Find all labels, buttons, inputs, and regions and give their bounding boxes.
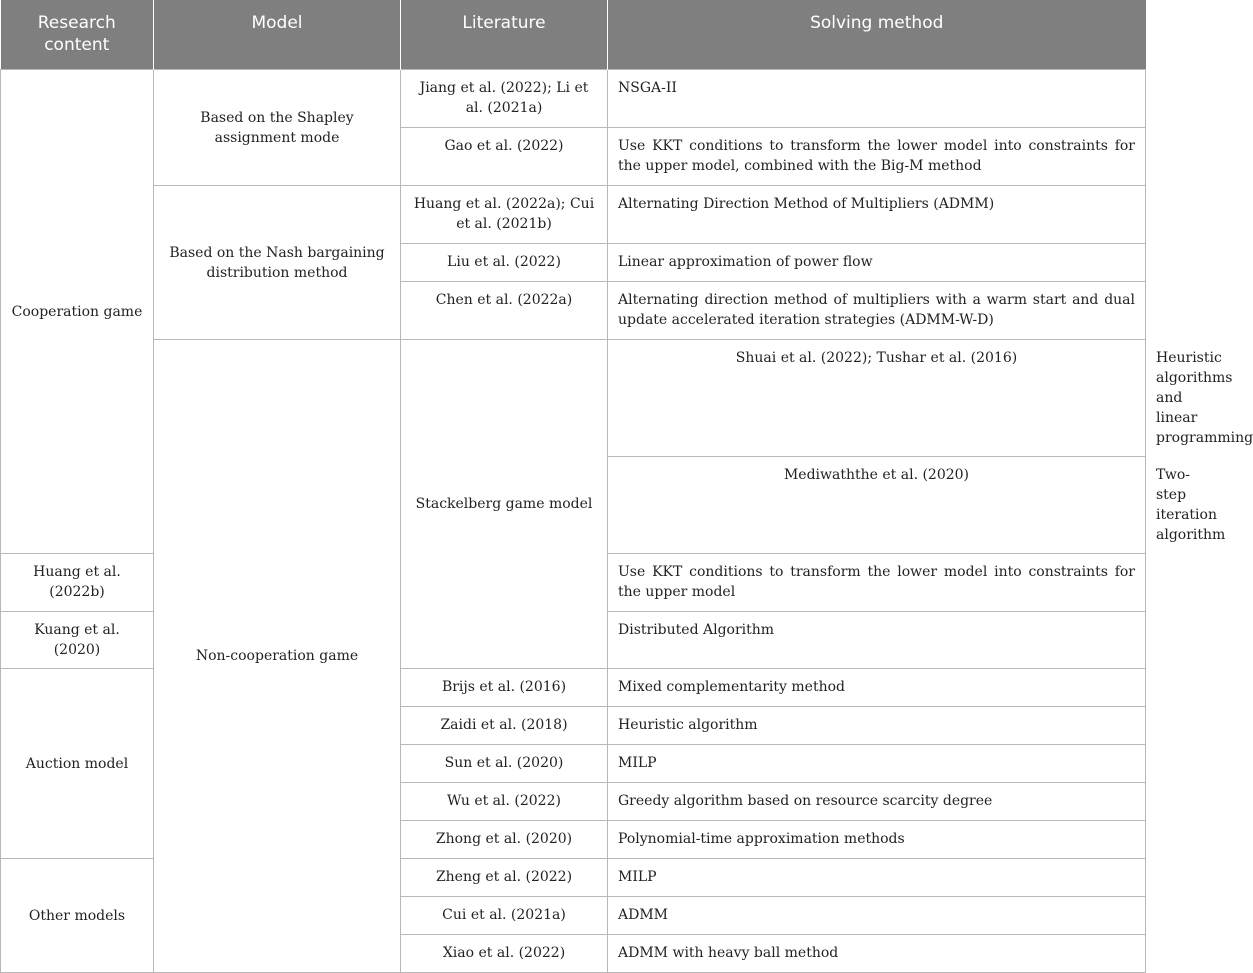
header-literature: Literature [401, 0, 608, 70]
method-cell: Linear approximation of power flow [608, 244, 1146, 282]
method-cell: Polynomial-time approximation methods [608, 821, 1146, 859]
header-research-content: Research content [1, 0, 154, 70]
literature-cell: Xiao et al. (2022) [401, 935, 608, 973]
model-cell: Based on the Shapley assignment mode [154, 70, 401, 186]
literature-cell: Zhong et al. (2020) [401, 821, 608, 859]
model-cell: Stackelberg game model [401, 340, 608, 669]
method-cell: ADMM with heavy ball method [608, 935, 1146, 973]
table-row [1, 70, 1146, 128]
literature-cell: Cui et al. (2021a) [401, 897, 608, 935]
literature-cell: Wu et al. (2022) [401, 783, 608, 821]
table-row: Non-cooperation game Stackelberg game model Shuai et al. (2022); Tushar et al. (2016) Heuristic algorithms and linear programming [1, 340, 1146, 457]
table-row: Mediwaththe et al. (2020) Two-step iteration algorithm [1, 457, 1146, 554]
method-cell: Distributed Algorithm [608, 612, 1146, 669]
research-content-cell: Non-cooperation game [154, 340, 401, 973]
literature-cell: Mediwaththe et al. (2020) [608, 457, 1146, 554]
method-cell: Use KKT conditions to transform the lower model into constraints for the upper model, combined with the Big-M method [608, 128, 1146, 186]
header-solving-method: Solving method [608, 0, 1146, 70]
header-model: Model [154, 0, 401, 70]
header-row [1, 0, 1146, 70]
literature-cell: Zheng et al. (2022) [401, 859, 608, 897]
literature-cell: Sun et al. (2020) [401, 745, 608, 783]
literature-cell: Brijs et al. (2016) [401, 669, 608, 707]
literature-cell: Gao et al. (2022) [401, 128, 608, 186]
literature-cell: Jiang et al. (2022); Li et al. (2021a) [401, 70, 608, 128]
method-cell: MILP [608, 745, 1146, 783]
method-cell: Mixed complementarity method [608, 669, 1146, 707]
model-cell: Based on the Nash bargaining distribution method [154, 186, 401, 340]
method-cell: NSGA-II [608, 70, 1146, 128]
model-cell: Other models [1, 859, 154, 973]
model-cell: Auction model [1, 669, 154, 859]
method-cell: MILP [608, 859, 1146, 897]
table-row [1, 186, 1146, 244]
literature-cell: Huang et al. (2022a); Cui et al. (2021b) [401, 186, 608, 244]
research-content-cell: Cooperation game [1, 70, 154, 554]
method-cell: Alternating direction method of multipliers with a warm start and dual update accelerated iteration strategies (ADMM-W-D) [608, 282, 1146, 340]
method-cell: ADMM [608, 897, 1146, 935]
method-cell: Use KKT conditions to transform the lower model into constraints for the upper model [608, 554, 1146, 612]
literature-cell: Liu et al. (2022) [401, 244, 608, 282]
method-cell: Heuristic algorithm [608, 707, 1146, 745]
literature-cell: Huang et al. (2022b) [1, 554, 154, 612]
literature-cell: Shuai et al. (2022); Tushar et al. (2016) [608, 340, 1146, 457]
literature-cell: Kuang et al. (2020) [1, 612, 154, 669]
method-cell: Alternating Direction Method of Multipliers (ADMM) [608, 186, 1146, 244]
literature-cell: Zaidi et al. (2018) [401, 707, 608, 745]
method-cell: Greedy algorithm based on resource scarcity degree [608, 783, 1146, 821]
literature-cell: Chen et al. (2022a) [401, 282, 608, 340]
